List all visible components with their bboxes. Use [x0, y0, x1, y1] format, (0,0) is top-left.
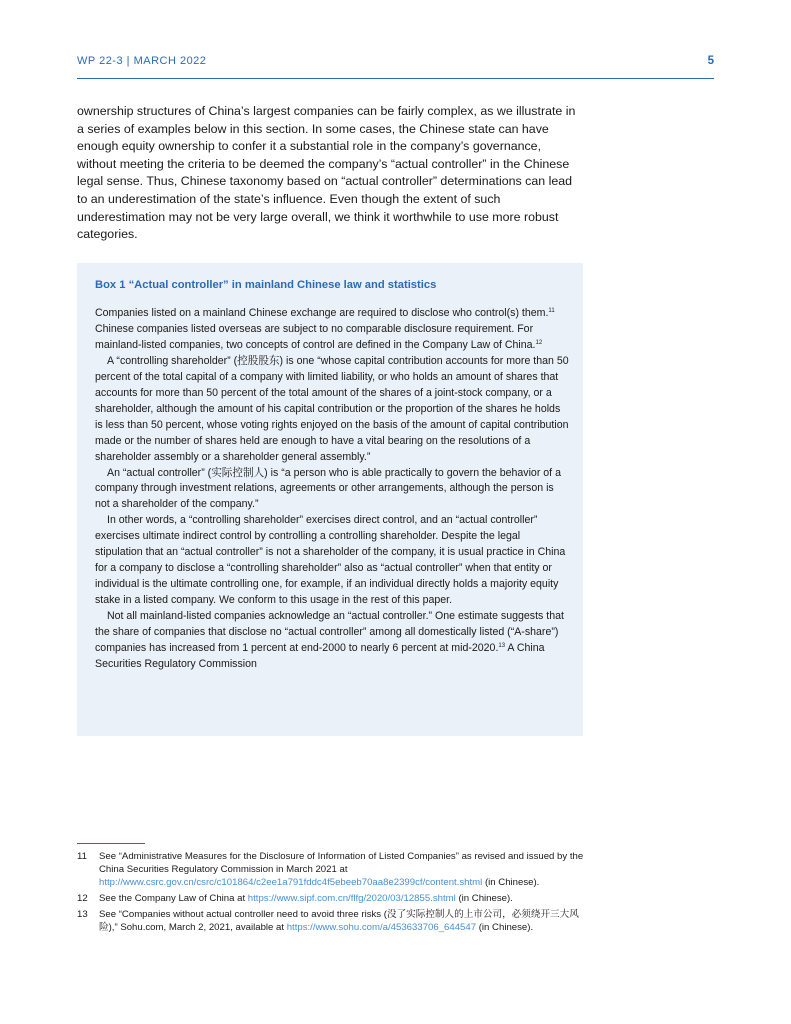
footnote-number: 12	[77, 893, 88, 904]
box-1-panel	[77, 263, 583, 736]
header-divider	[77, 78, 714, 79]
footnote-link[interactable]: https://www.sipf.com.cn/flfg/2020/03/12855.shtml	[247, 893, 456, 904]
box-paragraph-5: Not all mainland-listed companies acknowledge an “actual controller.” One estimate suggests that the share of companies that disclose no “actual controller” among all domestically listed (“A-share”) companies has increased from 1 percent at end-2000 to nearly 6 percent at mid-2020.13 A China Securities Regulatory Commission	[95, 610, 564, 670]
box-paragraph-3: An “actual controller” (实际控制人) is “a person who is able practically to govern the behavior of a company through investment relations, agreements or other arrangements, although the person is not a shareholder of the company.”	[95, 466, 561, 511]
box-paragraph-2: A “controlling shareholder” (控股股东) is one “whose capital contribution accounts for more than 50 percent of the total capital of a company with limited liability, or who holds an amount of shares that accounts for more than 50 percent of the total amount of the shares of a joint-stock company, or a shareholder, although the amount of his capital contribution or the proportion of the shares he holds is less than 50 percent, whose voting rights enjoyed on the basis of the amount of capital contribution made or the number of shares held are enough to have a vital bearing on the resolutions of a shareholder assembly or a shareholder general assembly.”	[95, 354, 569, 463]
footnote-ref-11[interactable]: 11	[548, 308, 555, 314]
footnote-13: 13 See “Companies without actual controller need to avoid three risks (没了实际控制人的上市公司，必须绕开三大风险),” Sohu.com, March 2, 2021, available at https://www.sohu.com/a/453633706_644547 (in Chinese).	[77, 909, 579, 933]
footnote-link[interactable]: https://www.sohu.com/a/453633706_644547	[286, 922, 477, 933]
footnote-11: 11 See “Administrative Measures for the Disclosure of Information of Listed Companies” as revised and issued by the China Securities Regulatory Commission in March 2021 at http://www.csrc.gov.cn/csrc/c101864/c2ee1a791fddc4f5ebeeb70aa8e2399cf/content.shtml (in Chinese).	[77, 851, 584, 888]
running-title: WP 22-3 | MARCH 2022	[77, 55, 207, 67]
footnote-number: 13	[77, 909, 88, 920]
footnote-ref-12[interactable]: 12	[535, 339, 543, 346]
page-number: 5	[707, 55, 714, 67]
footnote-ref-13[interactable]: 13	[498, 643, 506, 650]
box-paragraph-1: Companies listed on a mainland Chinese exchange are required to disclose who control(s) them.$^{11}$ Chinese companies listed overseas are subject to no comparable disclosure requirement. For mainland-listed companies, two concepts of control are defined in the Company Law of China.$^{12}$	[95, 307, 555, 351]
footnote-number: 11	[77, 851, 87, 862]
footnote-divider	[77, 843, 145, 844]
box-body	[95, 306, 569, 673]
body-paragraph: ownership structures of China’s largest companies can be fairly complex, as we illustrate in a series of examples below in this section. In some cases, the Chinese state can have enough equity ownership to confer it a substantial role in the company’s governance, without meeting the criteria to be deemed the company’s “actual controller” in the Chinese legal sense. Thus, Chinese taxonomy based on “actual controller” determinations can lead to an underestimation of the state’s influence. Even though the extent of such underestimation may not be very large overall, we think it worthwhile to use more robust categories.	[77, 104, 576, 242]
box-title: Box 1 “Actual controller” in mainland Chinese law and statistics	[95, 279, 437, 291]
box-paragraph-4: In other words, a “controlling shareholder” exercises direct control, and an “actual controller” exercises ultimate indirect control by controlling a controlling shareholder. Despite the legal stipulation that an “actual controller” is not a shareholder of the company, it is usual practice in China for a company to disclose a “controlling shareholder” also as “actual controller” when that entity or individual is the ultimate controlling one, for example, if an individual directly holds a majority equity stake in a listed company. We conform to this usage in the rest of this paper.	[95, 514, 566, 607]
running-header	[77, 55, 714, 79]
footnote-12: 12 See the Company Law of China at https://www.sipf.com.cn/flfg/2020/03/12855.shtml (in Chinese).	[77, 893, 513, 904]
footnote-link[interactable]: http://www.csrc.gov.cn/csrc/c101864/c2ee1a791fddc4f5ebeeb70aa8e2399cf/content.shtml	[99, 877, 483, 888]
footnotes	[77, 850, 587, 937]
